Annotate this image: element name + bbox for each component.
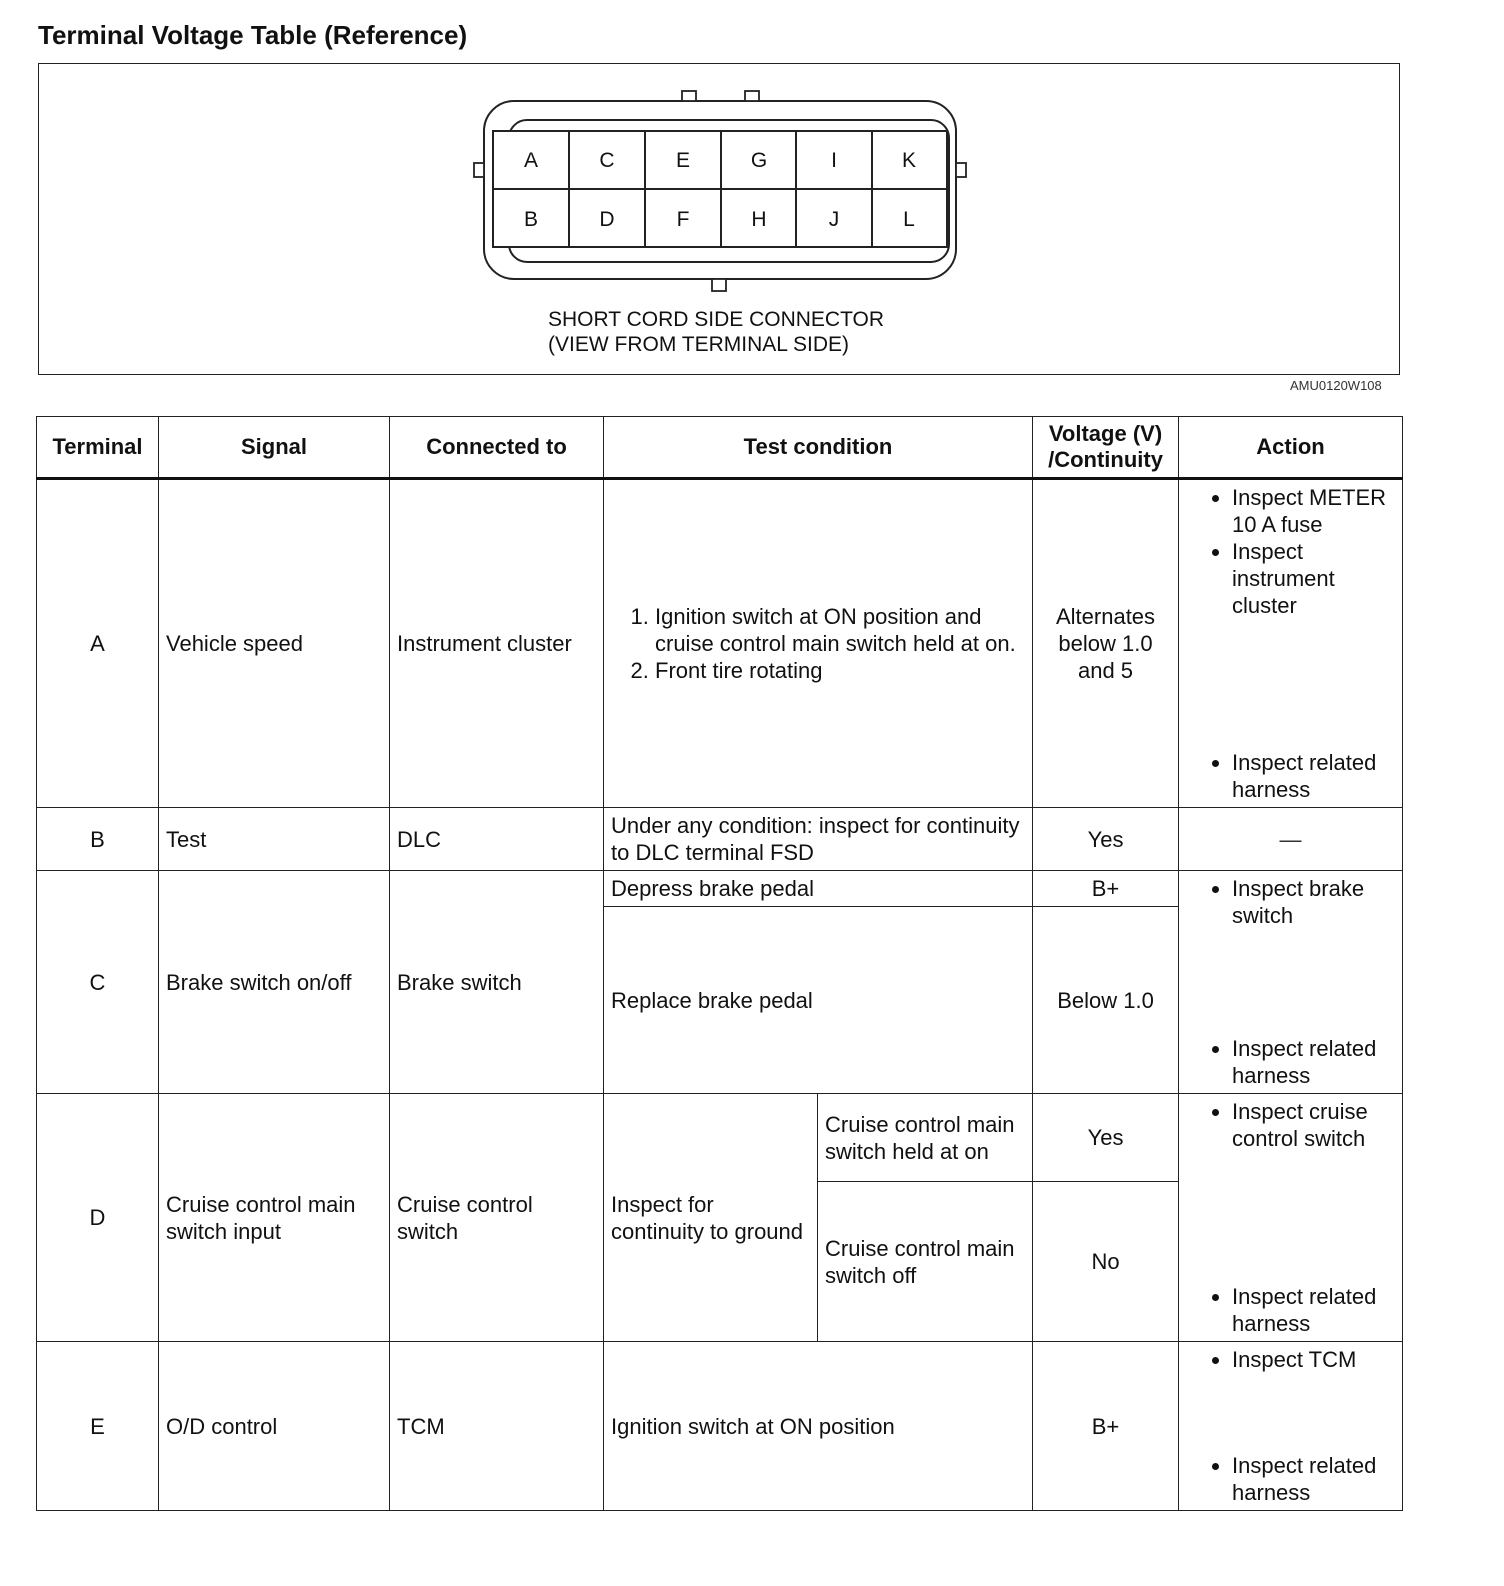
condition-step: 2. Front tire rotating: [655, 657, 1025, 684]
table-row: [37, 1342, 1403, 1511]
action-item: • Inspect cruise control switch: [1232, 1098, 1395, 1152]
header-test-condition: Test condition: [604, 417, 1033, 479]
terminal-voltage-table: [36, 416, 1403, 1511]
terminal-cell: A: [37, 479, 159, 808]
action-item: • Inspect related harness: [1232, 1283, 1395, 1337]
action-list: [1186, 1346, 1395, 1373]
table-row: [37, 1094, 1403, 1182]
voltage-cell: Yes: [1033, 1094, 1179, 1182]
action-list: [1186, 1283, 1395, 1337]
terminal-cell: C: [37, 871, 159, 1094]
header-signal: Signal: [159, 417, 390, 479]
figure-caption-line1: SHORT CORD SIDE CONNECTOR: [548, 308, 885, 331]
connector-tab-top-left: [682, 91, 696, 101]
table-row: [37, 808, 1403, 871]
terminal-cell: D: [37, 1094, 159, 1342]
action-list: [1186, 875, 1395, 929]
connected-to-cell: Cruise control switch: [390, 1094, 604, 1342]
table-row: [37, 871, 1403, 907]
header-action: Action: [1179, 417, 1403, 479]
connector-tab-top-right: [745, 91, 759, 101]
signal-cell: Test: [159, 808, 390, 871]
action-cell: [1179, 479, 1403, 808]
page-title: Terminal Voltage Table (Reference): [38, 20, 468, 50]
header-voltage-line1: Voltage (V): [1048, 421, 1163, 446]
pin-grid: [493, 131, 947, 247]
action-list: [1186, 1452, 1395, 1506]
pin-label: F: [676, 208, 690, 231]
terminal-cell: B: [37, 808, 159, 871]
pin-label: H: [751, 208, 767, 231]
test-condition-cell: Ignition switch at ON position: [604, 1342, 1033, 1511]
voltage-cell: B+: [1033, 871, 1179, 907]
action-item: • Inspect instrument cluster: [1232, 538, 1395, 619]
connected-to-cell: DLC: [390, 808, 604, 871]
signal-cell: Brake switch on/off: [159, 871, 390, 1094]
pin-label: K: [901, 149, 917, 172]
test-condition-cell: Under any condition: inspect for continuity to DLC terminal FSD: [604, 808, 1033, 871]
signal-cell: O/D control: [159, 1342, 390, 1511]
voltage-cell: Yes: [1033, 808, 1179, 871]
terminal-cell: E: [37, 1342, 159, 1511]
sub-condition-cell: Cruise control main switch held at on: [818, 1094, 1033, 1182]
figure-caption-line2: (VIEW FROM TERMINAL SIDE): [548, 333, 850, 356]
action-item: • Inspect METER 10 A fuse: [1232, 484, 1395, 538]
pin-label: I: [831, 149, 837, 172]
condition-steps: [611, 603, 1025, 684]
table-header-row: [37, 417, 1403, 479]
action-cell: —: [1179, 808, 1403, 871]
connected-to-cell: TCM: [390, 1342, 604, 1511]
sub-condition-cell: Cruise control main switch off: [818, 1182, 1033, 1342]
action-cell: [1179, 1342, 1403, 1511]
action-list: [1186, 484, 1395, 619]
action-item: • Inspect TCM: [1232, 1346, 1395, 1373]
pin-label: E: [675, 149, 691, 172]
action-cell: [1179, 871, 1403, 1094]
table-row: [37, 479, 1403, 808]
voltage-cell: No: [1033, 1182, 1179, 1342]
action-cell: [1179, 1094, 1403, 1342]
action-item: • Inspect brake switch: [1232, 875, 1395, 929]
header-connected-to: Connected to: [390, 417, 604, 479]
connector-tab-bottom: [712, 279, 726, 291]
test-condition-cell: Replace brake pedal: [604, 907, 1033, 1094]
action-list: [1186, 749, 1395, 803]
pin-label: G: [750, 149, 768, 172]
pin-label: A: [523, 149, 539, 172]
header-terminal: Terminal: [37, 417, 159, 479]
pin-label: D: [599, 208, 615, 231]
action-item: • Inspect related harness: [1232, 1035, 1395, 1089]
connected-to-cell: Brake switch: [390, 871, 604, 1094]
test-condition-cell: Depress brake pedal: [604, 871, 1033, 907]
figure-id: AMU0120W108: [1290, 378, 1382, 393]
voltage-cell: Below 1.0: [1033, 907, 1179, 1094]
connector-tab-left: [474, 163, 484, 177]
pin-label: L: [903, 208, 915, 231]
pin-label: B: [523, 208, 539, 231]
connector-tab-right: [956, 163, 966, 177]
pin-label: C: [599, 149, 615, 172]
action-list: [1186, 1098, 1395, 1152]
action-item: • Inspect related harness: [1232, 1452, 1395, 1506]
signal-cell: Vehicle speed: [159, 479, 390, 808]
connected-to-cell: Instrument cluster: [390, 479, 604, 808]
test-condition-cell: [604, 479, 1033, 808]
header-voltage-line2: /Continuity: [1048, 447, 1163, 472]
voltage-cell: B+: [1033, 1342, 1179, 1511]
header-voltage: [1033, 417, 1179, 479]
test-condition-cell: Inspect for continuity to ground: [604, 1094, 818, 1342]
connector-figure: [38, 63, 1400, 375]
action-item: • Inspect related harness: [1232, 749, 1395, 803]
voltage-cell: Alternates below 1.0 and 5: [1033, 479, 1179, 808]
connector-diagram: [39, 64, 1401, 376]
signal-cell: Cruise control main switch input: [159, 1094, 390, 1342]
condition-step: 1. Ignition switch at ON position and cruise control main switch held at on.: [655, 603, 1025, 657]
action-list: [1186, 1035, 1395, 1089]
pin-label: J: [828, 208, 840, 231]
